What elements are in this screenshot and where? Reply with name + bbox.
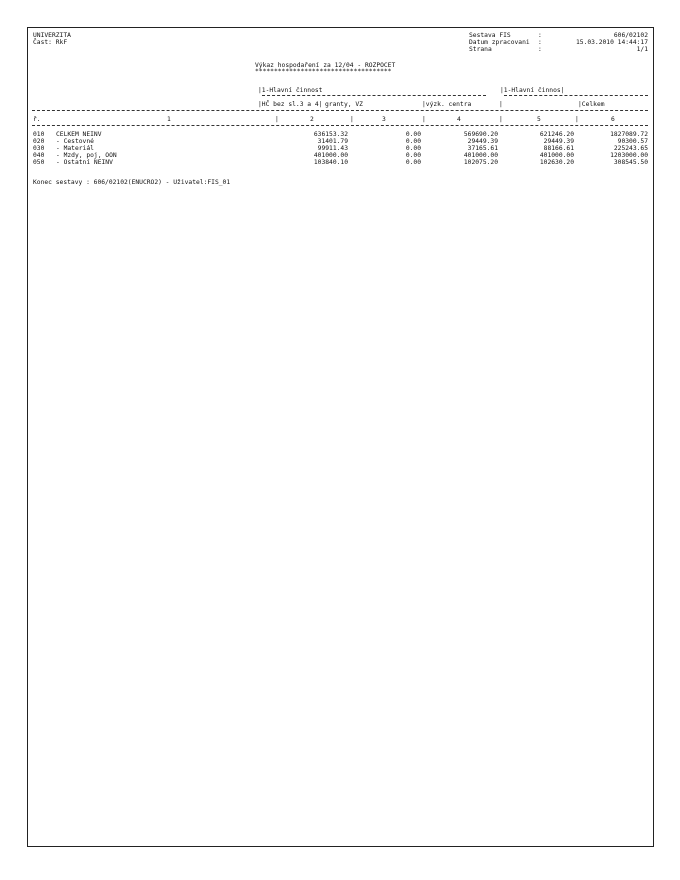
colnum-sep-1: |: [275, 116, 279, 123]
colnum-row-label: ř.: [33, 116, 41, 123]
row-col-3: 0.00: [405, 131, 421, 138]
colnum-sep-2: |: [350, 116, 354, 123]
row-col-4: 401000.00: [463, 152, 498, 159]
page-label: Strana: [469, 46, 492, 53]
report-page: [27, 27, 654, 847]
row-col-2: 99911.43: [317, 145, 348, 152]
row-name: - Ostatní NEINV: [56, 159, 113, 166]
colnum-sep-4: |: [499, 116, 503, 123]
subheader-col-3: granty, VZ: [325, 101, 363, 108]
table-row: [28, 152, 653, 159]
row-col-4: 29449.39: [467, 138, 498, 145]
row-col-6: 90300.57: [617, 138, 648, 145]
subheader-col-2: |HČ bez sl.3 a 4|: [258, 101, 323, 108]
row-name: CELKEM NEINV: [56, 131, 102, 138]
date-sep: :: [538, 39, 542, 46]
colnum-6: 6: [611, 116, 615, 123]
colnum-2: 2: [310, 116, 314, 123]
table-row: [28, 159, 653, 166]
row-col-5: 88166.61: [543, 145, 574, 152]
report-value: 606/02102: [613, 32, 648, 39]
row-col-6: 308545.50: [613, 159, 648, 166]
row-col-5: 621246.20: [539, 131, 574, 138]
row-name: - Mzdy, poj, OON: [56, 152, 117, 159]
colnum-4: 4: [457, 116, 461, 123]
page-sep: :: [538, 46, 542, 53]
colnum-sep-3: |: [422, 116, 426, 123]
table-row: [28, 138, 653, 145]
row-col-3: 0.00: [405, 159, 421, 166]
org-name: UNIVERZITA: [33, 32, 71, 39]
row-name: - Materiál: [56, 145, 94, 152]
group-header-2: |1-Hlavní činnos|: [500, 87, 565, 94]
row-col-6: 1203000.00: [610, 152, 648, 159]
row-col-6: 225243.65: [613, 145, 648, 152]
date-label: Datum zpracovani: [469, 39, 530, 46]
row-code: 030: [33, 145, 45, 152]
subheader-col-5: |: [499, 101, 503, 108]
row-code: 010: [33, 131, 45, 138]
report-title: Výkaz hospodaření za 12/04 - ROZPOCET: [255, 62, 396, 69]
subheader-col-6: |Celkem: [578, 101, 605, 108]
row-code: 020: [33, 138, 45, 145]
colnum-5: 5: [537, 116, 541, 123]
date-value: 15.03.2010 14:44:17: [575, 39, 648, 46]
org-part: Čast: RkF: [33, 39, 68, 46]
row-col-5: 102630.20: [539, 159, 574, 166]
row-code: 050: [33, 159, 45, 166]
row-col-2: 103840.10: [313, 159, 348, 166]
row-name: - Cestovné: [56, 138, 94, 145]
row-col-4: 102075.20: [463, 159, 498, 166]
report-sep: :: [538, 32, 542, 39]
row-col-2: 31401.79: [317, 138, 348, 145]
header-rule-bottom: [32, 125, 648, 126]
colnum-sep-5: |: [575, 116, 579, 123]
row-col-6: 1827089.72: [610, 131, 648, 138]
table-row: [28, 145, 653, 152]
row-col-3: 0.00: [405, 152, 421, 159]
row-col-3: 0.00: [405, 138, 421, 145]
report-label: Sestava FIS: [469, 32, 511, 39]
row-col-2: 401000.00: [313, 152, 348, 159]
title-underline: ************************************: [255, 68, 392, 75]
row-col-2: 636153.32: [313, 131, 348, 138]
row-col-4: 37165.61: [467, 145, 498, 152]
group-rule-1: [262, 95, 486, 96]
row-col-4: 569690.20: [463, 131, 498, 138]
row-code: 040: [33, 152, 45, 159]
group-header-1: |1-Hlavní činnost: [258, 87, 323, 94]
page-value: 1/1: [636, 46, 648, 53]
group-rule-2: [504, 95, 648, 96]
table-row: [28, 131, 653, 138]
row-col-5: 29449.39: [543, 138, 574, 145]
subheader-col-4: |výzk. centra: [422, 101, 472, 108]
colnum-1: 1: [167, 116, 171, 123]
row-col-5: 401000.00: [539, 152, 574, 159]
header-rule-top: [32, 110, 648, 111]
colnum-3: 3: [382, 116, 386, 123]
report-footer: Konec sestavy : 606/02102(ENUCRO2) - Uživatel:FIS_01: [33, 179, 231, 186]
row-col-3: 0.00: [405, 145, 421, 152]
